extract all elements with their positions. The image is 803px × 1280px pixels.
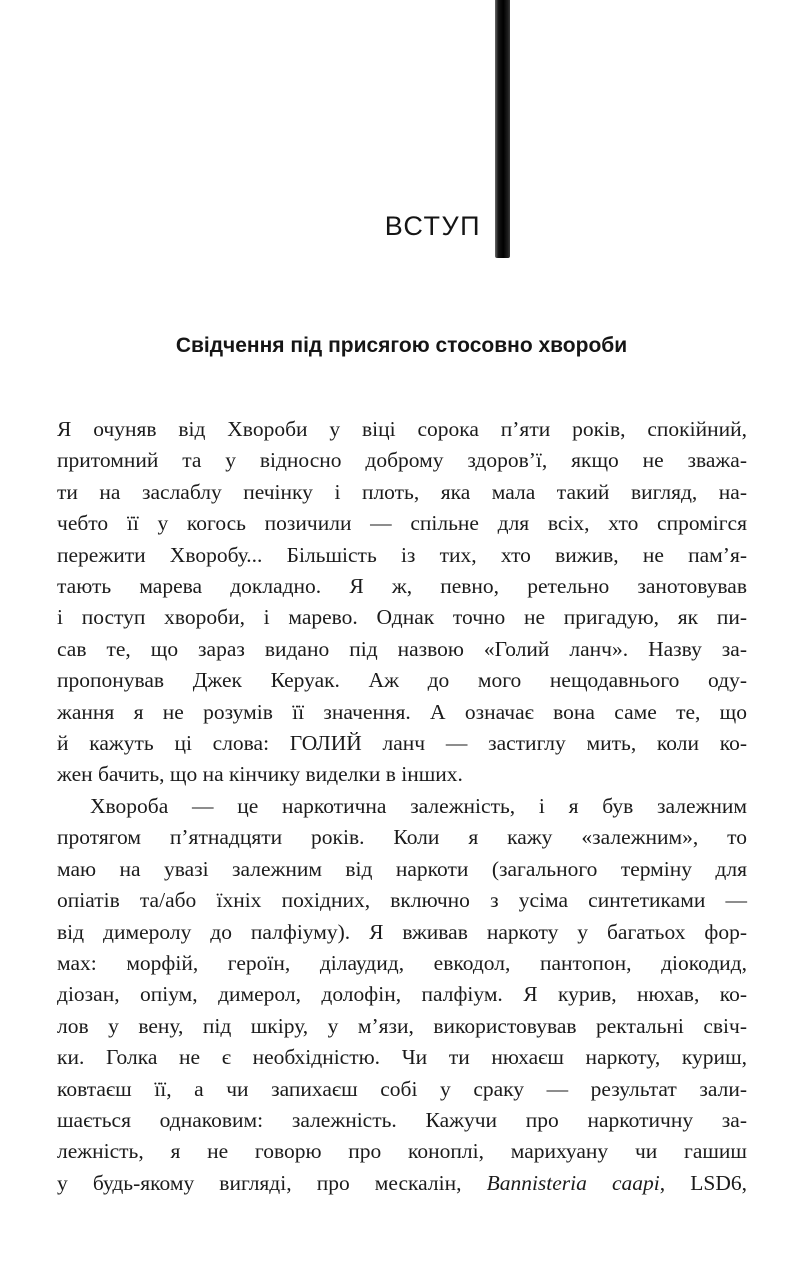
text-line bbox=[57, 697, 747, 728]
text-line bbox=[57, 979, 747, 1010]
text-line bbox=[57, 885, 747, 916]
text-segment: притомний та у відносно доброму здоров’ї, якщо не зважа- bbox=[57, 448, 747, 473]
text-line bbox=[57, 571, 747, 602]
text-segment: протягом п’ятнадцяти років. Коли я кажу «залежним», то bbox=[57, 825, 747, 850]
text-segment: жен бачить, що на кінчику виделки в інших. bbox=[57, 762, 463, 787]
text-line bbox=[57, 948, 747, 979]
text-segment: Хвороба — це наркотична залежність, і я був залежним bbox=[90, 793, 747, 818]
text-segment: від димеролу до палфіуму). Я вживав наркоту у багатьох фор- bbox=[57, 919, 747, 944]
text-line bbox=[57, 414, 747, 445]
text-line bbox=[57, 665, 747, 696]
text-line bbox=[57, 728, 747, 759]
italic-text-segment: Bannisteria caapi bbox=[486, 1170, 660, 1195]
text-line bbox=[57, 1011, 747, 1042]
text-line bbox=[57, 445, 747, 476]
text-segment: тають марева докладно. Я ж, певно, ретельно занотовував bbox=[57, 574, 747, 599]
text-line bbox=[57, 508, 747, 539]
text-line bbox=[57, 1042, 747, 1073]
text-line bbox=[57, 540, 747, 571]
text-segment: жання я не розумів її значення. А означає вона саме те, що bbox=[57, 699, 747, 724]
text-segment: маю на увазі залежним від наркоти (загального терміну для bbox=[57, 856, 747, 881]
text-segment: опіатів та/або їхніх похідних, включно з усіма синтетиками — bbox=[57, 888, 747, 913]
text-line bbox=[57, 854, 747, 885]
text-segment: пережити Хворобу... Більшість із тих, хто вижив, не пам’я- bbox=[57, 542, 747, 567]
text-segment: у будь-якому вигляді, про мескалін, bbox=[57, 1170, 487, 1195]
text-segment: і поступ хвороби, і марево. Однак точно не пригадую, як пи- bbox=[57, 605, 747, 630]
text-line bbox=[57, 1168, 747, 1199]
text-line bbox=[57, 1105, 747, 1136]
text-line bbox=[57, 1074, 747, 1105]
chapter-title: ВСТУП bbox=[384, 211, 481, 241]
chapter-marker-bar bbox=[495, 0, 510, 258]
text-segment: ковтаєш її, а чи запихаєш собі у сраку — результат зали- bbox=[57, 1076, 747, 1101]
text-line bbox=[57, 1136, 747, 1167]
body-text bbox=[57, 414, 747, 1199]
text-line bbox=[57, 634, 747, 665]
text-line bbox=[57, 759, 747, 790]
text-segment: лов у вену, під шкіру, у м’язи, використовував ректальні свіч- bbox=[57, 1013, 747, 1038]
section-title: Свідчення під присягою стосовно хвороби bbox=[175, 334, 628, 357]
text-segment: й кажуть ці слова: ГОЛИЙ ланч — застиглу мить, коли ко- bbox=[57, 731, 747, 756]
text-segment: ки. Голка не є необхідністю. Чи ти нюхаєш наркоту, куриш, bbox=[57, 1045, 747, 1070]
text-segment: сав те, що зараз видано під назвою «Голий ланч». Назву за- bbox=[57, 636, 747, 661]
text-line bbox=[57, 602, 747, 633]
text-segment: чебто її у когось позичили — спільне для всіх, хто спромігся bbox=[57, 511, 747, 536]
text-segment: лежність, я не говорю про коноплі, марихуану чи гашиш bbox=[57, 1139, 747, 1164]
text-line bbox=[57, 822, 747, 853]
text-line bbox=[57, 477, 747, 508]
text-segment: мах: морфій, героїн, ділаудид, евкодол, пантопон, діокодид, bbox=[57, 950, 747, 975]
text-segment: ти на заслаблу печінку і плоть, яка мала такий вигляд, на- bbox=[57, 479, 747, 504]
text-segment: діозан, опіум, димерол, долофін, палфіум. Я курив, нюхав, ко- bbox=[57, 982, 747, 1007]
text-segment: Я очуняв від Хвороби у віці сорока п’яти років, спокійний, bbox=[57, 417, 747, 441]
text-segment: , LSD6, bbox=[659, 1170, 747, 1195]
text-line bbox=[57, 917, 747, 948]
text-line bbox=[57, 791, 747, 822]
text-segment: шається однаковим: залежність. Кажучи про наркотичну за- bbox=[57, 1107, 747, 1132]
text-segment: пропонував Джек Керуак. Аж до мого нещодавнього оду- bbox=[57, 668, 747, 693]
